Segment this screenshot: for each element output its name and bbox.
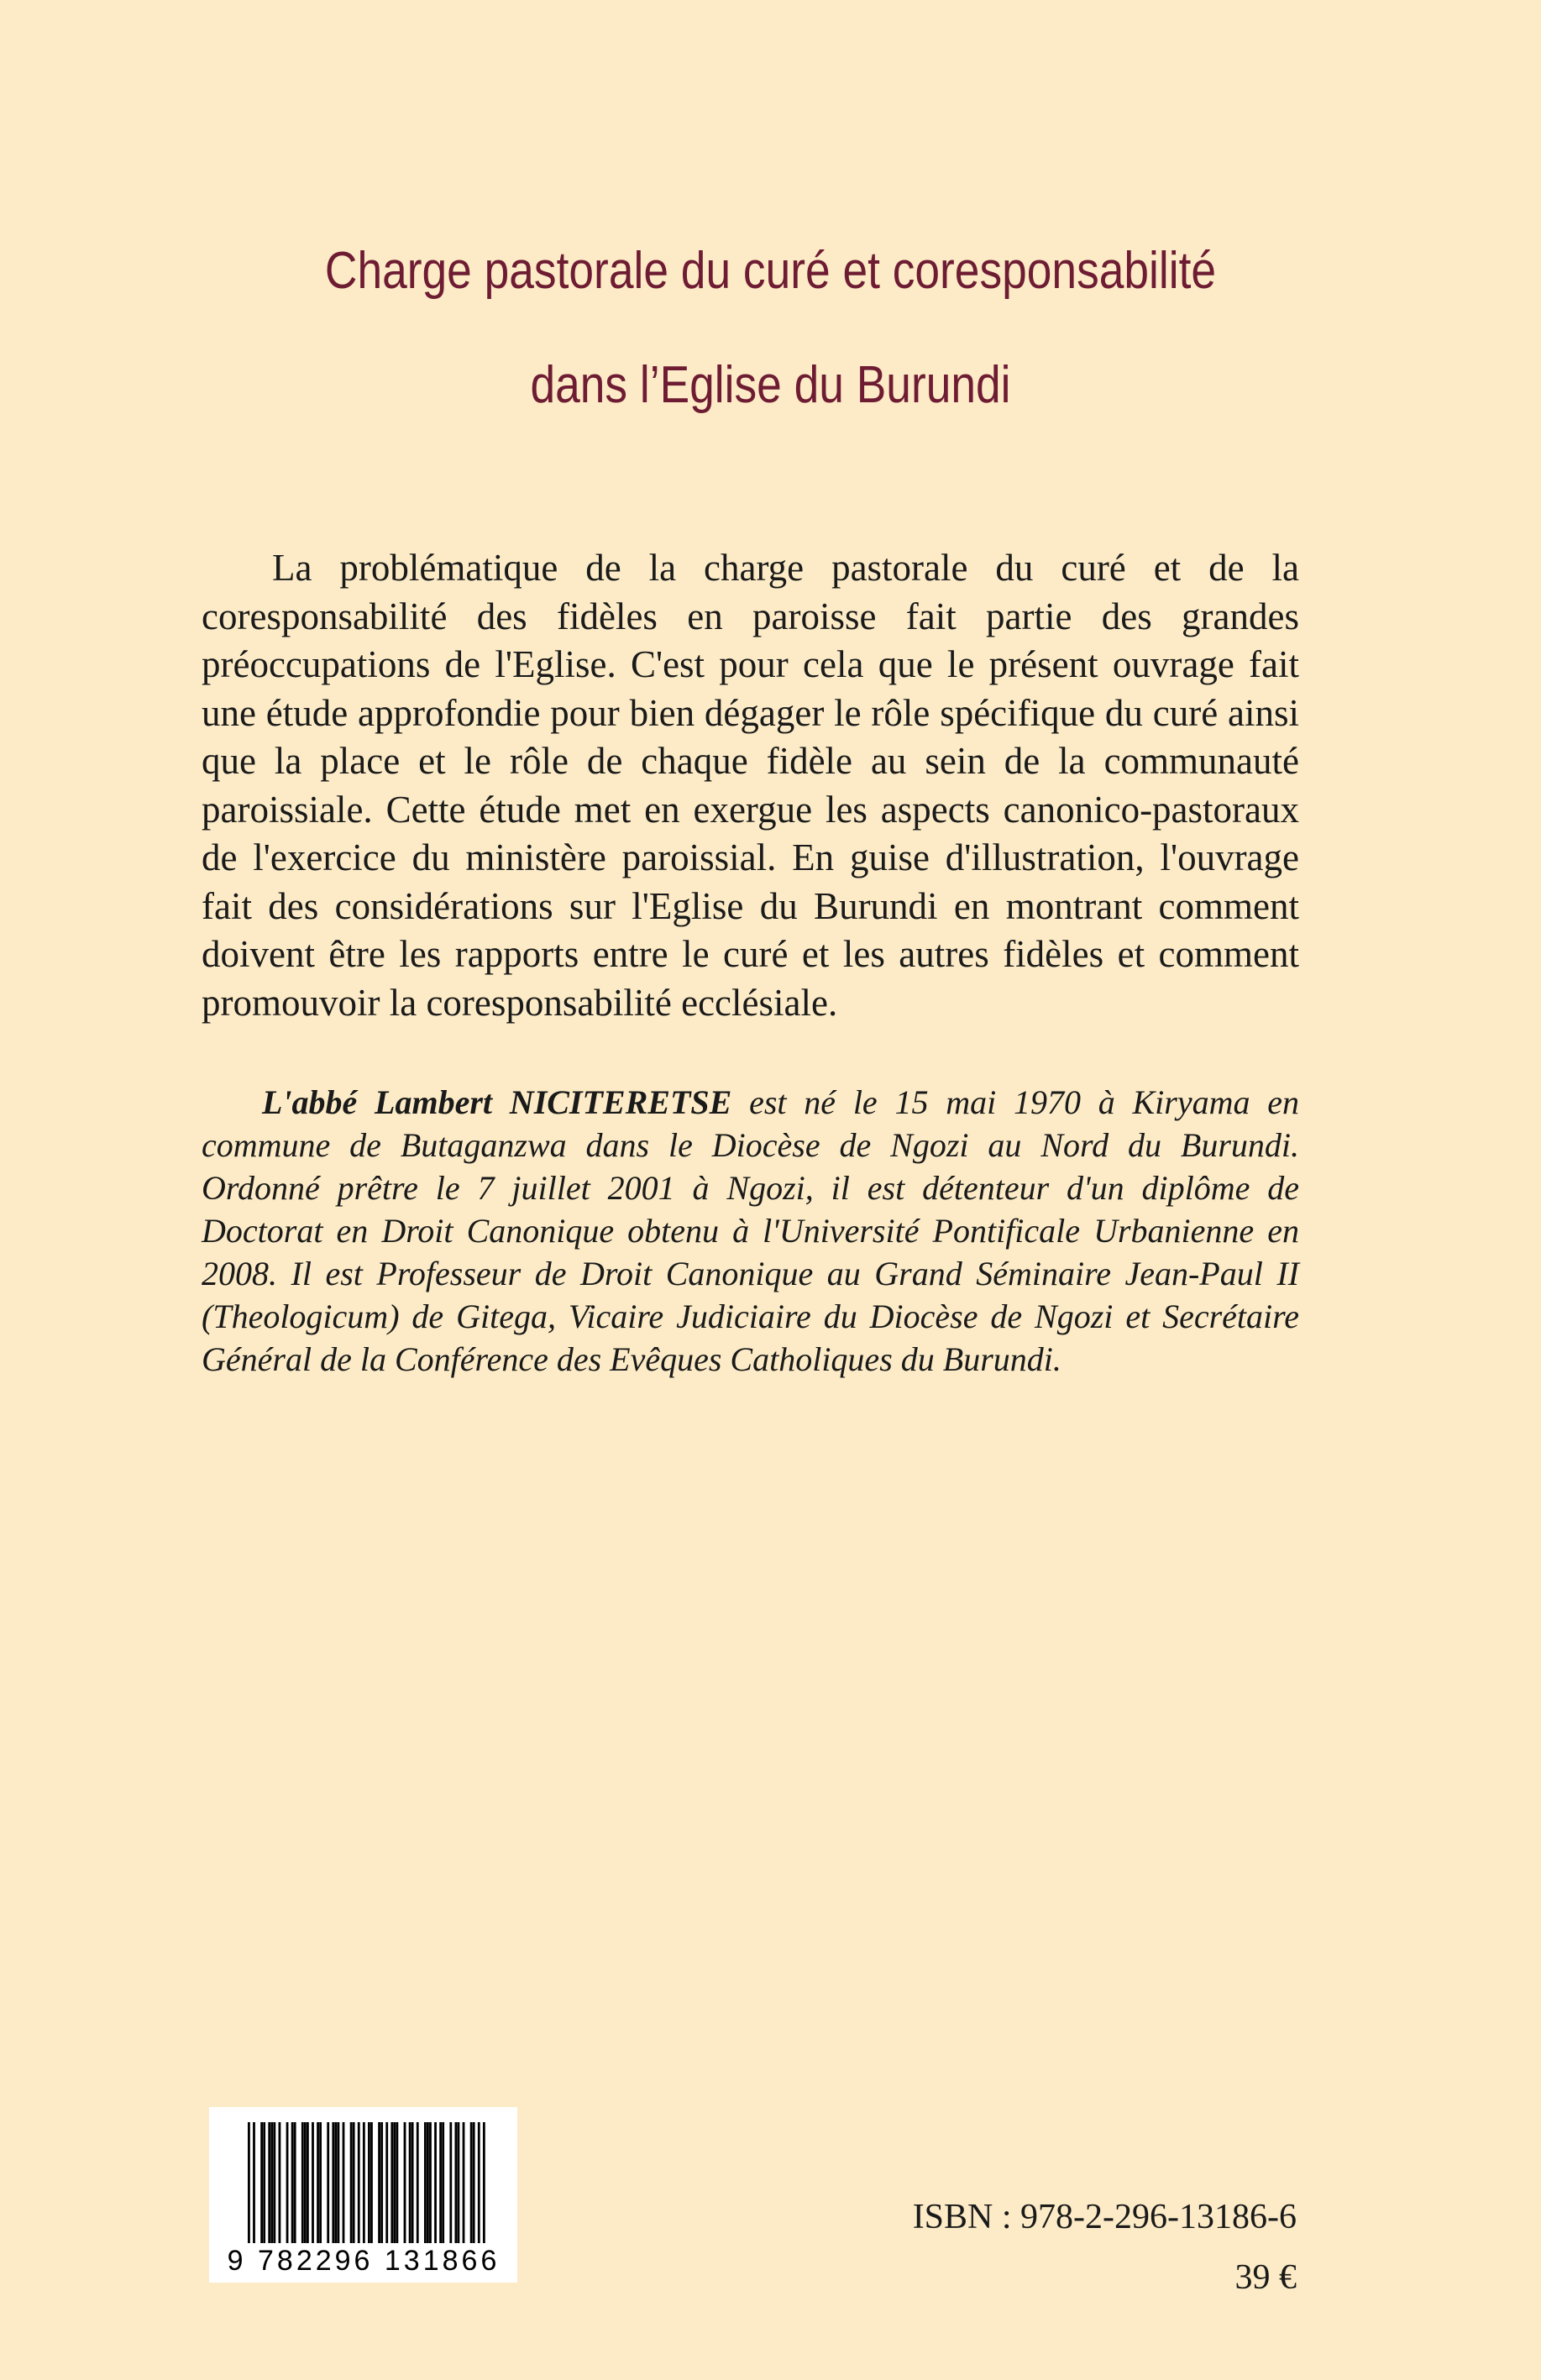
- barcode-bar: [307, 2122, 309, 2243]
- barcode-bar: [458, 2122, 460, 2243]
- author-name: L'abbé Lambert NICITERETSE: [262, 1083, 732, 1121]
- isbn-number: ISBN : 978-2-296-13186-6: [912, 2198, 1297, 2236]
- barcode-bar: [463, 2122, 465, 2243]
- barcode-bar: [454, 2122, 457, 2243]
- barcode-bar: [332, 2122, 334, 2243]
- barcode-bar: [291, 2122, 294, 2243]
- barcode-bar: [334, 2122, 337, 2243]
- barcode-bar: [396, 2122, 398, 2243]
- barcode-bar: [358, 2122, 360, 2243]
- barcode-bar: [411, 2122, 414, 2243]
- barcode: [209, 2107, 517, 2283]
- barcode-bar: [260, 2122, 263, 2243]
- barcode-bar: [317, 2122, 319, 2243]
- barcode-bar: [248, 2122, 250, 2243]
- barcode-bar: [385, 2122, 388, 2243]
- barcode-bar: [390, 2122, 393, 2243]
- barcode-bar: [483, 2122, 485, 2243]
- barcode-bar: [312, 2122, 314, 2243]
- barcode-bar: [350, 2122, 353, 2243]
- barcode-digits: 9 782296 131866: [227, 2245, 501, 2277]
- barcode-bar: [368, 2122, 370, 2243]
- barcode-bar: [429, 2122, 432, 2243]
- author-bio: [202, 1081, 1299, 1381]
- barcode-bars: [248, 2122, 485, 2243]
- barcode-bar: [393, 2122, 396, 2243]
- barcode-bar: [304, 2122, 307, 2243]
- barcode-bar: [404, 2122, 406, 2243]
- barcode-bar: [473, 2122, 475, 2243]
- barcode-bar: [409, 2122, 411, 2243]
- summary-paragraph: La problématique de la charge pastorale du curé et de la coresponsabilité des fidèles en paroisse fait partie des grandes préoccupations de l'Eglise. C'est pour cela que le présent ouvrage fait une étude approfondie pour bien dégager le rôle spécifique du curé ainsi que la place et le rôle de chaque fidèle au sein de la communauté paroissiale. Cette étude met en exergue les aspects canonico-pastoraux de l'exercice du ministère paroissial. En guise d'illustration, l'ouvrage fait des considérations sur l'Eglise du Burundi en montrant comment doivent être les rapports entre le curé et les autres fidèles et comment promouvoir la coresponsabilité ecclésiale.: [202, 547, 1299, 1024]
- barcode-bar: [263, 2122, 265, 2243]
- barcode-bar: [353, 2122, 355, 2243]
- barcode-bar: [434, 2122, 437, 2243]
- barcode-bar: [286, 2122, 289, 2243]
- barcode-bar: [270, 2122, 273, 2243]
- barcode-bar: [343, 2122, 345, 2243]
- barcode-bar: [319, 2122, 322, 2243]
- price: 39 €: [1234, 2258, 1297, 2297]
- book-title: [107, 214, 1433, 443]
- barcode-bar: [294, 2122, 296, 2243]
- barcode-bar: [370, 2122, 373, 2243]
- barcode-bar: [327, 2122, 329, 2243]
- author-bio-text: est né le 15 mai 1970 à Kiryama en commune de Butaganzwa dans le Diocèse de Ngozi au Nord du Burundi. Ordonné prêtre le 7 juillet 2001 à Ngozi, il est détenteur d'un diplôme de Doctorat en Droit Canonique obtenu à l'Université Pontificale Urbanienne en 2008. Il est Professeur de Droit Canonique au Grand Séminaire Jean-Paul II (Theologicum) de Gitega, Vicaire Judiciaire du Diocèse de Ngozi et Secrétaire Général de la Conférence des Evêques Catholiques du Burundi.: [202, 1083, 1300, 1378]
- barcode-bar: [449, 2122, 452, 2243]
- barcode-bar: [427, 2122, 429, 2243]
- barcode-bar: [442, 2122, 444, 2243]
- barcode-bar: [279, 2122, 281, 2243]
- barcode-bar: [417, 2122, 419, 2243]
- barcode-bar: [268, 2122, 270, 2243]
- barcode-bar: [478, 2122, 480, 2243]
- barcode-bar: [424, 2122, 427, 2243]
- barcode-bar: [470, 2122, 473, 2243]
- barcode-bar: [253, 2122, 255, 2243]
- barcode-bar: [380, 2122, 383, 2243]
- barcode-bar: [301, 2122, 304, 2243]
- barcode-bar: [378, 2122, 380, 2243]
- barcode-bar: [338, 2122, 340, 2243]
- title-line-1: Charge pastorale du curé et coresponsabilité: [324, 242, 1217, 300]
- title-line-2: dans l’Eglise du Burundi: [530, 356, 1011, 414]
- barcode-bar: [273, 2122, 275, 2243]
- barcode-bar: [363, 2122, 365, 2243]
- barcode-bar: [439, 2122, 442, 2243]
